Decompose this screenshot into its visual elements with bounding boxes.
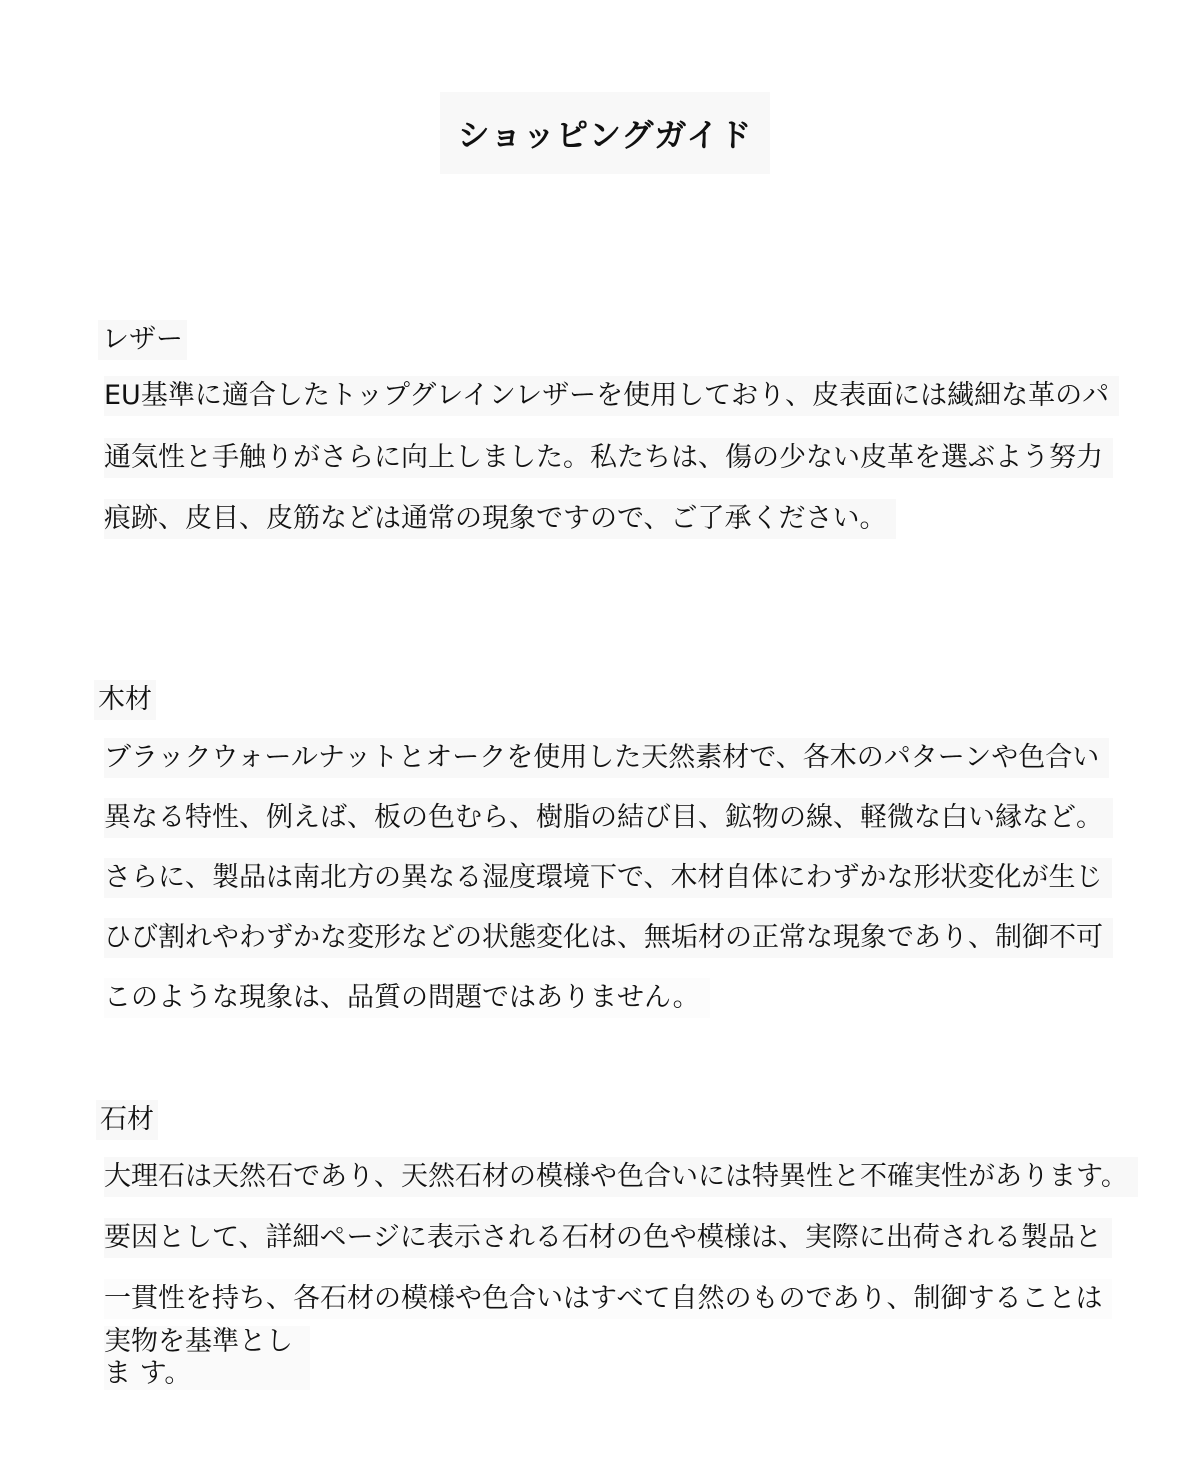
stone-text-line: 大理石は天然石であり、天然石材の模様や色合いには特異性と不確実性があります。 bbox=[104, 1157, 1138, 1197]
wood-text-line: 異なる特性、例えば、板の色むら、樹脂の結び目、鉱物の線、軽微な白い縁など。 bbox=[104, 798, 1113, 838]
stone-text-line: 要因として、詳細ページに表示される石材の色や模様は、実際に出荷される製品と bbox=[104, 1218, 1112, 1258]
wood-text-line: さらに、製品は南北方の異なる湿度環境下で、木材自体にわずかな形状変化が生じ bbox=[104, 858, 1112, 898]
leather-text-line: EU基準に適合したトップグレインレザーを使用しており、皮表面には繊細な革のパ bbox=[104, 376, 1119, 416]
leather-text-line: 痕跡、皮目、皮筋などは通常の現象ですので、ご了承ください。 bbox=[104, 499, 896, 539]
page-title: ショッピングガイド bbox=[440, 92, 770, 174]
wood-text-line: ブラックウォールナットとオークを使用した天然素材で、各木のパターンや色合い bbox=[104, 738, 1109, 778]
section-heading-wood: 木材 bbox=[94, 680, 156, 720]
section-heading-leather: レザー bbox=[98, 320, 187, 360]
wood-text-line: ひび割れやわずかな変形などの状態変化は、無垢材の正常な現象であり、制御不可 bbox=[104, 918, 1113, 958]
stone-text-line: 一貫性を持ち、各石材の模様や色合いはすべて自然のものであり、制御することは bbox=[104, 1279, 1112, 1319]
stone-text-line-wrapped: 実物を基準としま す。 bbox=[104, 1326, 310, 1390]
leather-text-line: 通気性と手触りがさらに向上しました。私たちは、傷の少ない皮革を選ぶよう努力 bbox=[104, 438, 1113, 478]
section-heading-stone: 石材 bbox=[96, 1100, 158, 1140]
wood-text-line: このような現象は、品質の問題ではありません。 bbox=[104, 978, 710, 1018]
